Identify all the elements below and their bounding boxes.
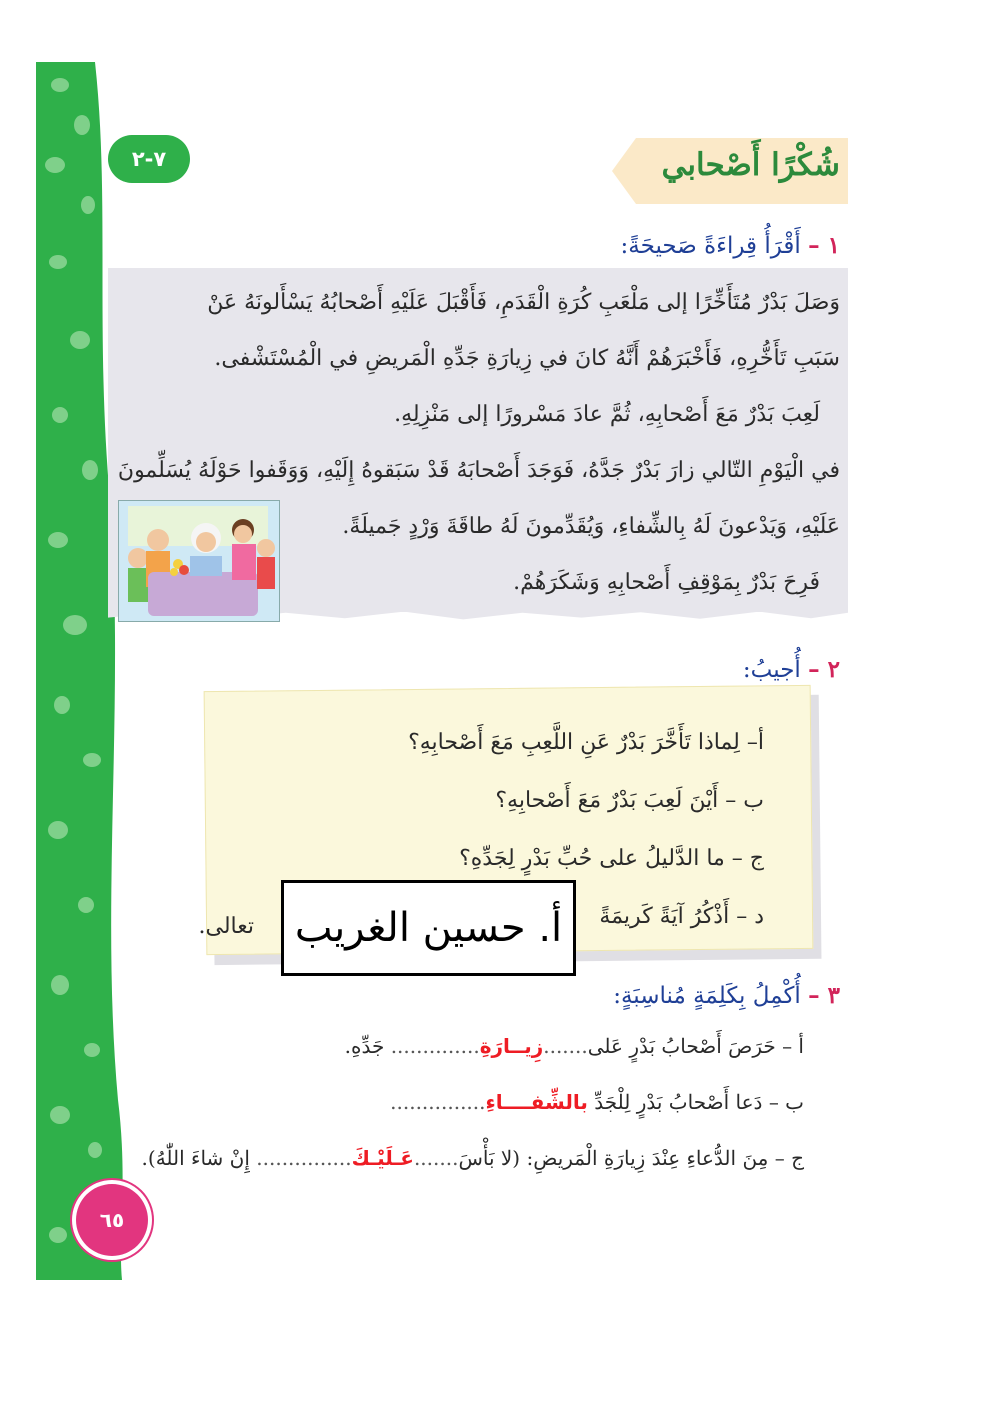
- fill-in-prefix: ب – دَعا أَصْحابُ بَدْرٍ لِلْجَدِّ: [594, 1090, 804, 1114]
- question-item: ج – ما الدَّليلُ على حُبِّ بَدْرٍ لِجَدِّهِ؟: [459, 846, 764, 871]
- blank-dots: ..............: [390, 1034, 480, 1058]
- fill-in-answer: بالشِّفــــاءِ: [485, 1090, 588, 1114]
- section-3-heading: [613, 982, 840, 1009]
- question-item: ب – أَيْنَ لَعِبَ بَدْرٌ مَعَ أَصْحابِهِ؟: [495, 788, 764, 813]
- passage-line: في الْيَوْمِ التّالي زارَ بَدْرٌ جَدَّهُ، فَوَجَدَ أَصْحابَهُ قَدْ سَبَقوهُ إِلَيْهِ، وَوَقَفوا حَوْلَهُ يُسَلِّمونَ: [117, 458, 840, 483]
- fill-in-item: [345, 1034, 804, 1058]
- fill-in-answer: عَـلَيْـكَ: [351, 1146, 414, 1170]
- section-2-title: أُجيبُ:: [742, 657, 801, 683]
- author-name-box: أ. حسين الغريب: [281, 880, 576, 976]
- page-number: ٦٥: [76, 1184, 148, 1256]
- fill-in-suffix: إِنْ شاءَ اللّٰهُ).: [141, 1146, 250, 1170]
- section-2-number: ٢ –: [808, 656, 840, 683]
- section-2-heading: [743, 656, 840, 683]
- section-1-number: ١ –: [808, 232, 840, 259]
- lesson-number-badge: ٧-٢: [108, 135, 190, 183]
- passage-line: سَبَبِ تَأَخُّرِهِ، فَأَخْبَرَهُمْ أَنَّهُ كانَ في زِيارَةِ جَدِّهِ الْمَريضِ في الْمُسْتَشْفى.: [214, 346, 840, 371]
- fill-in-prefix: أ – حَرَصَ أَصْحابُ بَدْرٍ عَلى: [587, 1034, 804, 1058]
- fill-in-suffix: جَدِّهِ.: [344, 1034, 385, 1058]
- blank-dots: ...............: [256, 1146, 352, 1170]
- section-1-heading: [621, 232, 840, 259]
- blank-dots: ...............: [390, 1090, 486, 1114]
- question-item-ending: تعالى.: [198, 914, 254, 939]
- passage-line: لَعِبَ بَدْرٌ مَعَ أَصْحابِهِ، ثُمَّ عادَ مَسْرورًا إلى مَنْزِلِهِ.: [394, 402, 820, 427]
- hospital-visit-illustration: [118, 500, 280, 622]
- fill-in-prefix: ج – مِنَ الدُّعاءِ عِنْدَ زِيارَةِ الْمَريضِ: (لا بَأْسَ: [458, 1146, 804, 1170]
- page-title: شُكْرًا أَصْحابي: [661, 147, 840, 183]
- blank-dots: .......: [543, 1034, 588, 1058]
- question-item: أ– لِماذا تَأَخَّرَ بَدْرٌ عَنِ اللَّعِبِ مَعَ أَصْحابِهِ؟: [408, 730, 764, 755]
- fill-in-item: [390, 1090, 804, 1114]
- passage-line: عَلَيْهِ، وَيَدْعونَ لَهُ بِالشِّفاءِ، وَيُقَدِّمونَ لَهُ طاقَةَ وَرْدٍ جَميلَةً.: [342, 514, 840, 539]
- fill-in-answer: زِيــارَةِ: [479, 1034, 544, 1058]
- section-3-number: ٣ –: [808, 982, 840, 1009]
- section-1-title: أَقْرَأُ قِراءَةً صَحيحَةً:: [620, 233, 801, 259]
- passage-line: فَرِحَ بَدْرٌ بِمَوْقِفِ أَصْحابِهِ وَشَكَرَهُمْ.: [513, 570, 820, 595]
- section-3-title: أُكْمِلُ بِكَلِمَةٍ مُناسِبَةٍ:: [613, 983, 801, 1009]
- passage-line: وَصَلَ بَدْرٌ مُتَأَخِّرًا إلى مَلْعَبِ كُرَةِ الْقَدَمِ، فَأَقْبَلَ عَلَيْهِ أَصْحابُهُ يَسْأَلونَهُ عَنْ: [207, 290, 840, 315]
- fill-in-item: [142, 1146, 804, 1170]
- blank-dots: .......: [413, 1146, 459, 1170]
- question-item: د – أَذْكُرُ آيَةً كَريمَةً: [599, 904, 764, 929]
